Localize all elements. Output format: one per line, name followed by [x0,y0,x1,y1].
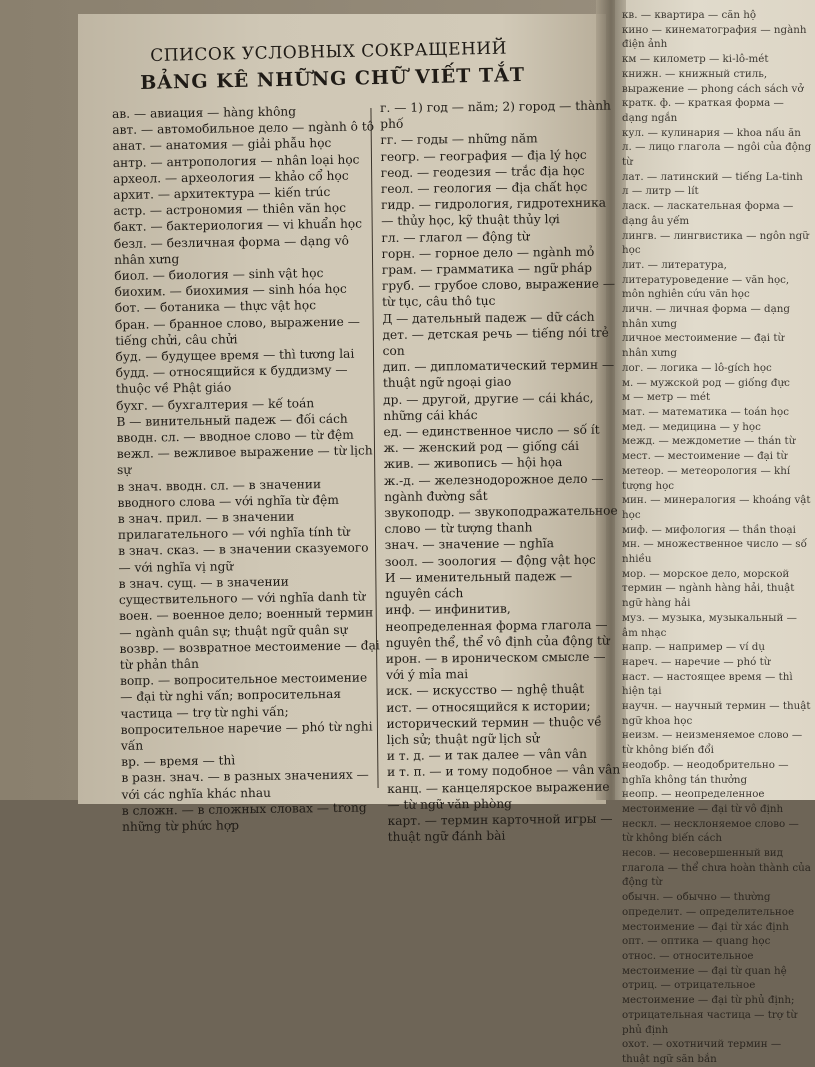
abbreviation-entry: мин. — минералогия — khoáng vật học [622,494,811,521]
abbreviation-entry: определит. — определительное местоимение — đại từ xác định [622,905,795,933]
abbreviation-entry: и т. п. — и тому подобное — vân vân [386,762,621,780]
abbreviation-entry: мор. — морское дело, морской термин — ngành hàng hải, thuật ngữ hàng hải [622,567,795,610]
abbreviation-entry: инф. — инфинитив, неопределенная форма глагола — nguyên thể, thể vô định của động từ [385,601,610,650]
abbreviation-entry: ирон. — в ироническом смысле — với ý mỉa mai [385,649,606,683]
abbreviation-entry: л. — лицо глагола — ngôi của động từ [622,141,812,169]
abbreviation-entry: ласк. — ласкательная форма — dạng âu yếm [622,200,794,227]
abbreviation-entry: м. — мужской род — giống đực [622,376,790,389]
abbreviation-entry: в знач. сущ. — в значении существительного — với nghĩa danh từ [118,574,366,608]
abbreviation-entry: м — метр — mét [622,391,711,404]
abbreviation-entry: г. — 1) год — năm; 2) город — thành phố [380,98,611,132]
abbreviation-entry: лат. — латинский — tiếng La-tinh [622,170,803,183]
abbreviation-entry: мест. — местоимение — đại từ [622,450,788,463]
abbreviation-entry: антр. — антропология — nhân loại học [112,152,360,170]
abbreviation-entry: кино — кинематография — ngành điện ảnh [622,23,807,51]
abbreviation-entry: гл. — глагол — động từ [381,229,530,245]
abbreviation-entry: нескл. — несклоняемое слово — từ không biến cách [622,817,799,845]
abbreviation-entry: книжн. — книжный стиль, выражение — phong cách sách vở [622,67,804,95]
abbreviation-entry: воен. — военное дело; военный термин — ngành quân sự; thuật ngữ quân sự [119,605,374,640]
abbreviation-entry: дет. — детская речь — tiếng nói trẻ con [382,325,609,359]
abbreviation-entry: наст. — настоящее время — thì hiện tại [622,670,793,698]
abbreviation-entry: безл. — безличная форма — dạng vô nhân xưng [113,233,349,267]
abbreviation-entry: возвр. — возвратное местоимение — đại từ phản thân [119,638,380,672]
abbreviation-entry: лит. — литература, литературоведение — văn học, môn nghiên cứu văn học [622,258,790,301]
abbreviation-entry: ж.-д. — железнодорожное дело — ngành đường sắt [383,471,604,504]
abbreviation-entry: мед. — медицина — y học [622,420,761,433]
abbreviation-entry: миф. — мифология — thần thoại [622,523,796,536]
abbreviation-entry: жив. — живопись — hội họa [383,455,563,472]
abbreviation-entry: мат. — математика — toán học [622,405,790,418]
abbreviation-entry: в сложн. — в сложных словах — trong những từ phức hợp [121,800,367,834]
abbreviation-entry: относ. — относительное местоимение — đại từ quan hệ [622,950,787,977]
abbreviation-entry: несов. — несовершенный вид глагола — thể chưa hoàn thành của động từ [622,847,811,889]
abbreviation-entry: биохим. — биохимия — sinh hóa học [114,281,347,300]
abbreviation-entry: кратк. ф. — краткая форма — dạng ngắn [622,97,784,124]
abbreviation-entry: лог. — логика — lô-gích học [622,361,772,374]
abbreviation-entry: нареч. — наречие — phó từ [622,655,771,668]
abbreviation-entry: бот. — ботаника — thực vật học [114,298,317,316]
abbreviation-entry: канц. — канцелярское выражение — từ ngữ văn phòng [387,779,610,812]
abbreviation-entry: в знач. вводн. сл. — в значении вводного слова — với nghĩa từ đệm [117,476,339,510]
abbreviation-entry: И — именительный падеж — nguyên cách [384,568,573,602]
abbreviation-entry: буд. — будущее время — thì tương lai [115,346,355,365]
abbreviation-entry: бакт. — бактериология — vi khuẩn học [113,216,363,235]
abbreviation-entry: вопр. — вопросительное местоимение — đại từ nghi vấn; вопросительная частица — trợ từ nghi vấn; вопросительное наречие — phó từ nghi vấn [119,670,373,753]
abbreviation-entry: неодобр. — неодобрительно — nghĩa không tán thưởng [622,758,789,786]
abbreviation-entry: гидр. — гидрология, гидротехника — thủy học, kỹ thuật thủy lợi [381,195,607,229]
abbreviation-entry: бухг. — бухгалтерия — kế toán [116,395,315,413]
abbreviation-entry: опт. — оптика — quang học [622,935,771,948]
abbreviation-entry: груб. — грубое слово, выражение — từ tục, câu thô tục [381,276,616,310]
page-title-russian: СПИСОК УСЛОВНЫХ СОКРАЩЕНИЙ [150,38,508,66]
abbreviation-entry: ж. — женский род — giống cái [383,439,580,456]
abbreviation-entry: астр. — астрономия — thiên văn học [113,200,347,219]
abbreviation-entry: звукоподр. — звукоподражательное слово — từ tượng thanh [384,503,618,537]
abbreviation-entry: авт. — автомобильное дело — ngành ô tô [112,119,375,138]
abbreviation-entry: и т. д. — и так далее — vân vân [386,746,587,764]
abbreviation-entry: в знач. прил. — в значении прилагательного — với nghĩa tính từ [117,509,350,543]
abbreviation-entry: научн. — научный термин — thuật ngữ khoa học [622,700,811,727]
abbreviation-entry: кв. — квартира — căn hộ [622,9,757,21]
abbreviation-entry: лингв. — лингвистика — ngôn ngữ học [622,229,809,257]
abbreviation-entry: л — литр — lít [622,185,699,198]
abbreviation-entry: вводн. сл. — вводное слово — từ đệm [116,427,354,446]
abbreviation-entry: горн. — горное дело — ngành mỏ [381,244,595,261]
abbreviation-entry: геол. — геология — địa chất học [380,179,588,197]
abbreviation-column-middle [380,98,623,846]
abbreviation-entry: вр. — время — thì [121,753,236,770]
abbreviation-column-left [112,102,384,835]
abbreviation-entry: карт. — термин карточной игры — thuật ngữ đánh bài [387,811,613,845]
abbreviation-entry: археол. — археология — khảo cổ học [112,168,349,186]
abbreviation-entry: в разн. знач. — в разных значениях — với các nghĩa khác nhau [121,767,369,802]
abbreviation-entry: вежл. — вежливое выражение — từ lịch sự [116,443,373,478]
abbreviation-entry: неопр. — неопределенное местоимение — đại từ vô định [622,788,784,815]
abbreviation-entry: неизм. — неизменяемое слово — từ không biến đổi [622,729,803,757]
abbreviation-entry: обычн. — обычно — thường [622,891,771,904]
abbreviation-entry: охот. — охотничий термин — thuật ngữ săn bắn [622,1038,782,1065]
abbreviation-entry: геод. — геодезия — trắc địa học [380,163,585,180]
abbreviation-entry: гг. — годы — những năm [380,131,538,148]
abbreviation-entry: ав. — авиация — hàng không [112,104,297,121]
abbreviation-entry: Д — дательный падеж — dữ cách [382,309,595,326]
abbreviation-entry: в знач. сказ. — в значении сказуемого — với nghĩa vị ngữ [118,540,369,575]
abbreviation-entry: др. — другой, другие — cái khác, những cái khác [383,390,594,423]
abbreviation-entry: будд. — относящийся к буддизму — thuộc về Phật giáo [115,362,348,397]
abbreviation-entry: личное местоимение — đại từ nhân xưng [622,332,785,360]
abbreviation-entry: муз. — музыка, музыкальный — âm nhạc [622,611,797,639]
abbreviation-entry: личн. — личная форма — dạng nhân xưng [622,303,790,330]
abbreviation-entry: межд. — междометие — thán từ [622,435,796,448]
abbreviation-entry: кул. — кулинария — khoa nấu ăn [622,126,801,139]
abbreviation-entry: ед. — единственное число — số ít [383,422,600,440]
abbreviation-entry: отриц. — отрицательное местоимение — đại từ phủ định; отрицательная частица — trợ từ phủ định [622,979,797,1036]
abbreviation-entry: анат. — анатомия — giải phẫu học [112,136,332,154]
abbreviation-entry: зоол. — зоология — động vật học [384,552,596,569]
abbreviation-entry: знач. — значение — nghĩa [384,536,555,553]
abbreviation-entry: напр. — например — ví dụ [622,641,766,654]
abbreviation-entry: В — винительный падеж — đối cách [116,411,348,429]
abbreviation-entry: км — километр — ki-lô-mét [622,53,769,66]
page-title-vietnamese: BẢNG KÊ NHỮNG CHỮ VIẾT TẮT [140,63,526,94]
abbreviation-entry: метеор. — метеорология — khí tượng học [622,464,791,492]
abbreviation-entry: ист. — относящийся к истории; исторический термин — thuộc về lịch sử; thuật ngữ lịch sử [386,698,602,747]
abbreviation-entry: биол. — биология — sinh vật học [114,266,324,284]
abbreviation-entry: иск. — искусство — nghệ thuật [386,682,585,699]
abbreviation-entry: мн. — множественное число — số nhiều [622,538,807,566]
abbreviation-entry: геогр. — география — địa lý học [380,147,587,164]
abbreviation-entry: дип. — дипломатический термин — thuật ngữ ngoại giao [382,357,615,391]
abbreviation-column-right [622,8,812,1067]
abbreviation-entry: архит. — архитектура — kiến trúc [113,184,331,203]
abbreviation-entry: грам. — грамматика — ngữ pháp [381,260,593,278]
abbreviation-entry: бран. — бранное слово, выражение — tiếng chửi, câu chửi [114,314,360,348]
